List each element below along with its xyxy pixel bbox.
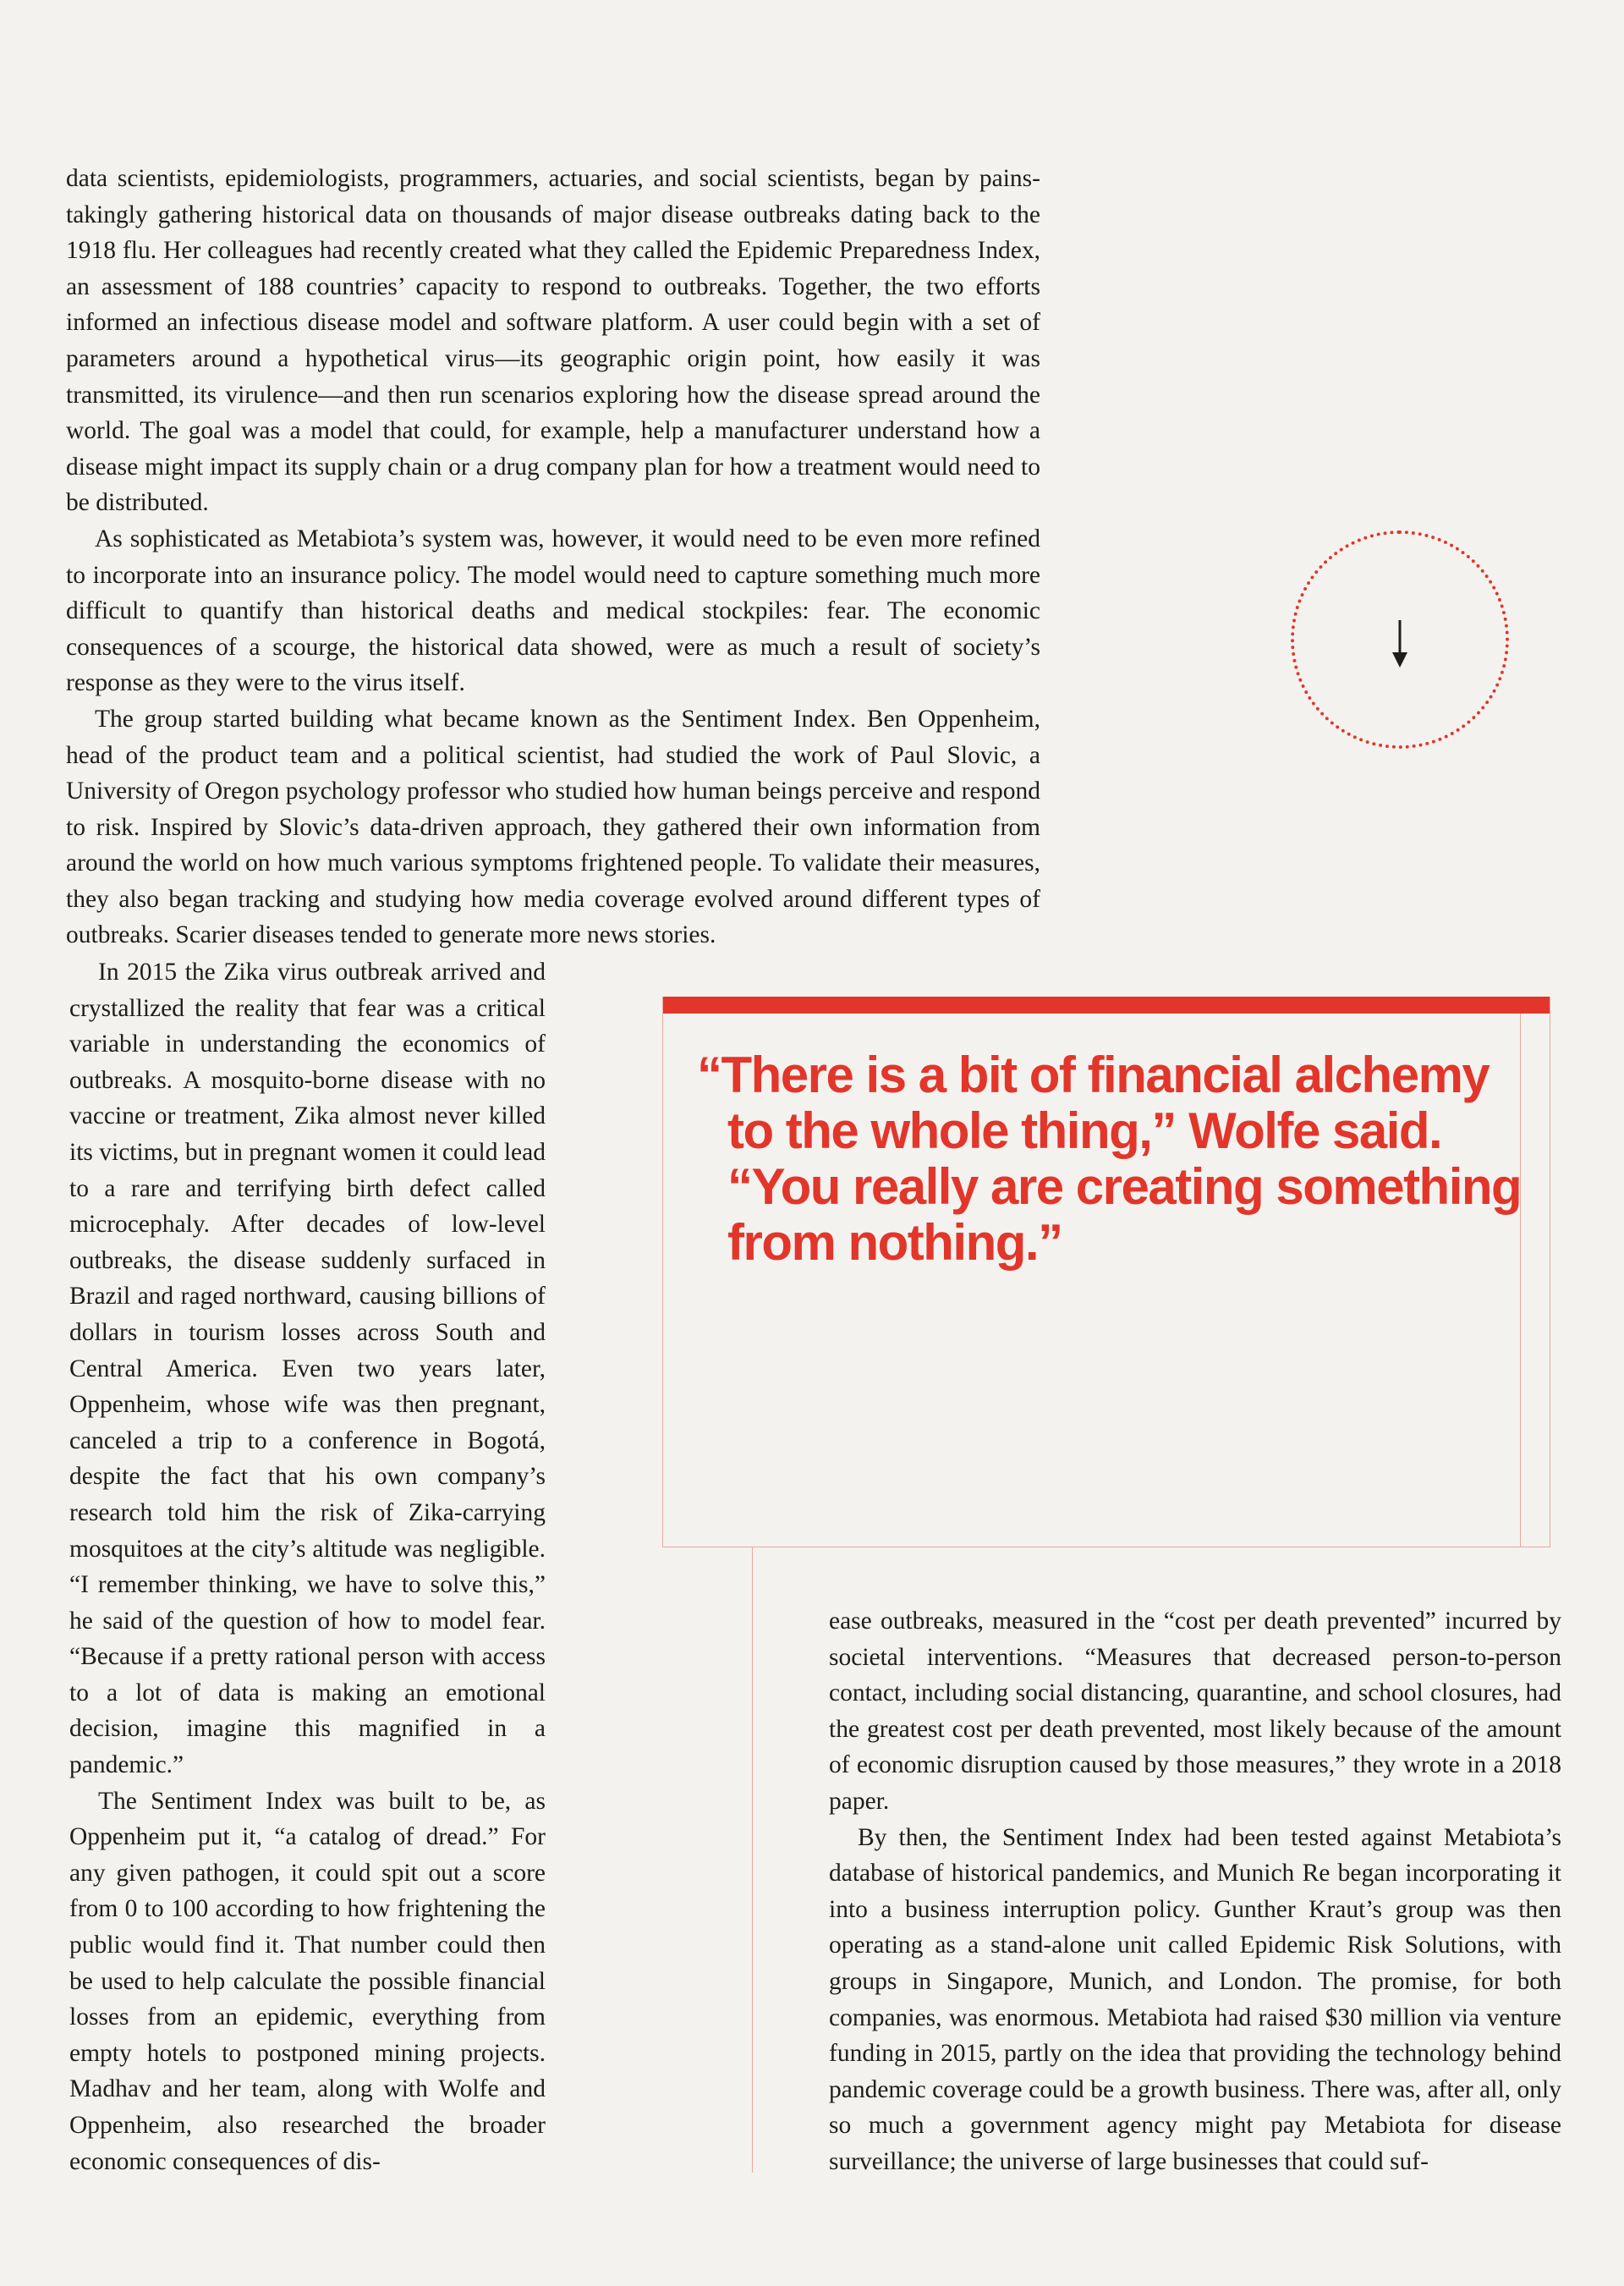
pull-quote-box	[662, 997, 1550, 1547]
article-paragraph: As sophisticated as Metabiota’s system was, however, it would need to be even more refined to incorporate into an insurance policy. The model would need to capture something much more difficult to quantify than historical deaths and medical stockpiles: fear. The economic consequences of a scourge, the historical data showed, were as much a result of society’s response as they were to the virus itself.	[66, 525, 1040, 697]
article-left-column	[69, 954, 546, 2179]
pull-quote-text: “There is a bit of financial alchemy to the whole thing,” Wolfe said. “You really are creating something from nothing.”	[697, 1047, 1522, 1271]
article-paragraph: The Sentiment Index was built to be, as Oppenheim put it, “a catalog of dread.” For any given pathogen, it could spit out a score from 0 to 100 according to how frightening the public would find it. That number could then be used to help calculate the possible financial losses from an epidemic, everything from empty hotels to postponed mining projects. Madhav and her team, along with Wolfe and Oppenheim, also researched the broader economic consequences of dis-	[69, 1787, 546, 2175]
article-right-column	[829, 1603, 1561, 2180]
pull-quote-rule	[663, 997, 1550, 1014]
down-arrow-icon	[1294, 534, 1506, 745]
continue-marker	[1291, 530, 1509, 749]
article-paragraph: ease outbreaks, measured in the “cost per death prevented” incurred by societal interventions. “Measures that decreased person-to-person contact, including social distancing, quarantine, and school closures, had the greatest cost per death prevented, most likely because of the amount of economic disruption caused by those measures,” they wrote in a 2018 paper.	[829, 1607, 1561, 1815]
pull-quote-stem-line	[752, 1547, 753, 2173]
article-paragraph: data scientists, epidemiologists, programmers, actuaries, and social scientists, began by painstakingly gathering historical data on thousands of major disease outbreaks dating back to the 1918 flu. Her colleagues had recently created what they called the Epidemic Preparedness Index, an assessment of 188 countries’ capacity to respond to outbreaks. Together, the two efforts informed an infectious disease model and software platform. A user could begin with a set of parameters around a hypothetical virus—its geographic origin point, how easily it was transmitted, its virulence—and then run scenarios exploring how the disease spread around the world. The goal was a model that could, for example, help a manufacturer understand how a disease might impact its supply chain or a drug company plan for how a treatment would need to be distributed.	[66, 165, 1040, 517]
article-top-column	[66, 161, 1040, 953]
article-paragraph: In 2015 the Zika virus outbreak arrived and crystallized the reality that fear was a critical variable in understanding the economics of outbreaks. A mosquito-borne disease with no vaccine or treatment, Zika almost never killed its victims, but in pregnant women it could lead to a rare and terrifying birth defect called microcephaly. After decades of low-level outbreaks, the disease suddenly surfaced in Brazil and raged northward, causing billions of dollars in tourism losses across South and Central America. Even two years later, Oppenheim, whose wife was then pregnant, canceled a trip to a conference in Bogotá, despite the fact that his own company’s research told him the risk of Zika-carrying mosquitoes at the city’s altitude was negligible. “I remember thinking, we have to solve this,” he said of the question of how to model fear. “Because if a pretty rational person with access to a lot of data is making an emotional decision, imagine this magnified in a pandemic.”	[69, 959, 546, 1779]
article-paragraph: The group started building what became known as the Sentiment Index. Ben Oppenheim, head of the product team and a political scientist, had studied the work of Paul Slovic, a University of Oregon psychology professor who studied how human beings perceive and respond to risk. Inspired by Slovic’s data-driven approach, they gathered their own information from around the world on how much various symptoms frightened people. To validate their measures, they also began tracking and studying how media coverage evolved around different types of outbreaks. Scarier diseases tended to generate more news stories.	[66, 705, 1040, 949]
article-paragraph: By then, the Sentiment Index had been tested against Metabiota’s database of historical pandemics, and Munich Re began incorporating it into a business interruption policy. Gunther Kraut’s group was then operating as a stand-alone unit called Epidemic Risk Solutions, with groups in Singapore, Munich, and London. The promise, for both companies, was enormous. Metabiota had raised $30 million via venture funding in 2015, partly on the idea that providing the technology behind pandemic coverage could be a growth business. There was, after all, only so much a government agency might pay Metabiota for disease surveillance; the universe of large businesses that could suf-	[829, 1823, 1561, 2175]
